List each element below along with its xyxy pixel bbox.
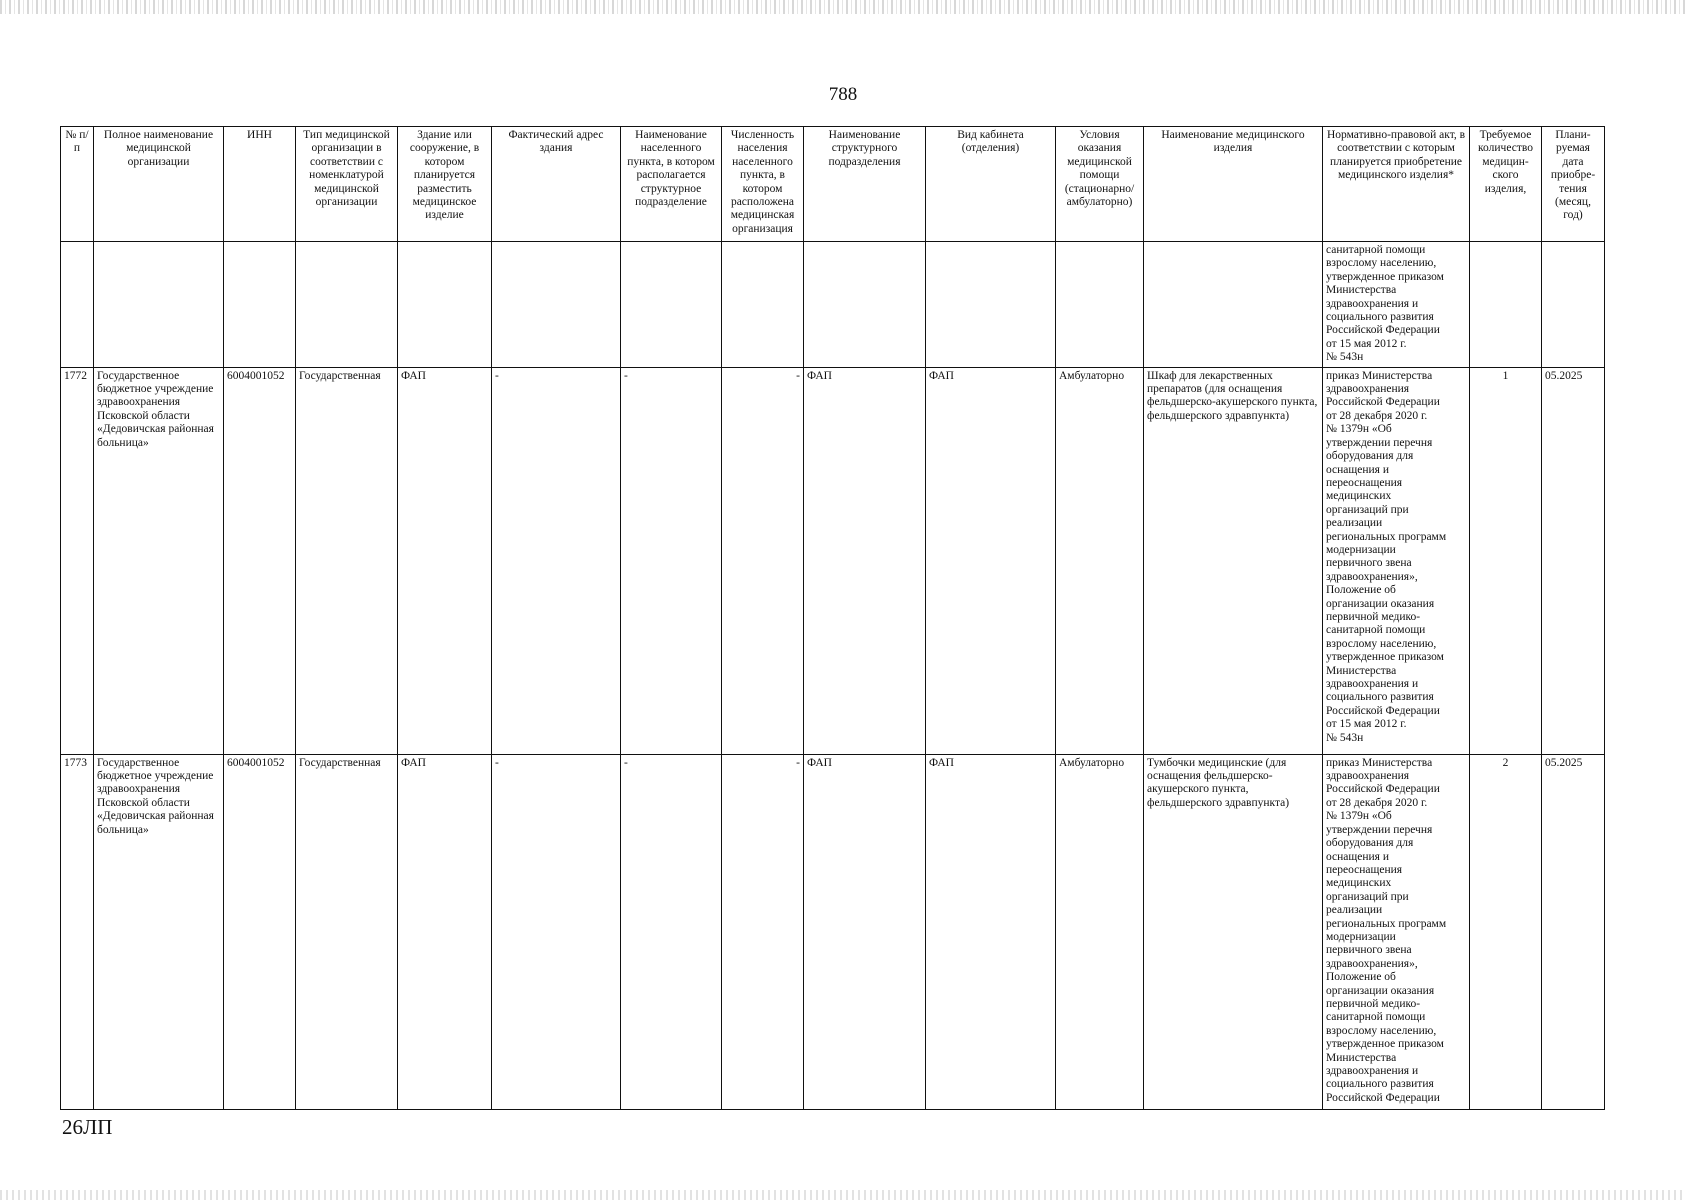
conditions-cell: Амбулаторно [1056, 754, 1144, 1109]
building-cell: ФАП [398, 754, 492, 1109]
quantity-cell: 2 [1470, 754, 1542, 1109]
regulatory-act-cell: приказ Министерства здравоохранения Российской Федерации от 28 декабря 2020 г. № 1379н «Об утверждении перечня оборудования для оснащения и переоснащения медицинских организаций при реализации региональных программ модернизации первичного звена здравоохранения», Положение об организации оказания первичной медико- санитарной помощи взрослому населению, утвержденное приказом Министерства здравоохранения и социального развития Российской Федерации [1323, 754, 1470, 1109]
footer-code: 26ЛП [62, 1115, 113, 1139]
cabinet-cell: ФАП [926, 367, 1056, 754]
header-cell: Требуемое количество медицин-ского изделия, [1470, 127, 1542, 242]
header-cell: Нормативно-правовой акт, в соответствии с которым планируется приобретение медицинского изделия* [1323, 127, 1470, 242]
header-cell: ИНН [224, 127, 296, 242]
continuation-row [61, 242, 1605, 368]
header-cell: Плани-руемая дата приобре-тения (месяц, год) [1542, 127, 1605, 242]
inn-cell: 6004001052 [224, 367, 296, 754]
settlement-cell: - [621, 367, 722, 754]
header-cell: Наименование медицинского изделия [1144, 127, 1323, 242]
header-cell: № п/п [61, 127, 94, 242]
table-row [61, 367, 1605, 754]
header-cell: Наименование населенного пункта, в котором располагается структурное подразделение [621, 127, 722, 242]
device-cell: Шкаф для лекарственных препаратов (для оснащения фельдшерско-акушерского пункта, фельдшерского здравпункта) [1144, 367, 1323, 754]
organization-cell: Государственное бюджетное учреждение здравоохранения Псковской области «Дедовичская районная больница» [94, 754, 224, 1109]
regulatory-act-cell: приказ Министерства здравоохранения Российской Федерации от 28 декабря 2020 г. № 1379н «Об утверждении перечня оборудования для оснащения и переоснащения медицинских организаций при реализации региональных программ модернизации первичного звена здравоохранения», Положение об организации оказания первичной медико- санитарной помощи взрослому населению, утвержденное приказом Министерства здравоохранения и социального развития Российской Федерации от 15 мая 2012 г. № 543н [1323, 367, 1470, 754]
address-cell: - [492, 754, 621, 1109]
address-cell: - [492, 367, 621, 754]
header-cell: Условия оказания медицинской помощи (стационарно/ амбулаторно) [1056, 127, 1144, 242]
header-cell: Полное наименование медицинской организации [94, 127, 224, 242]
organization-cell: Государственное бюджетное учреждение здравоохранения Псковской области «Дедовичская районная больница» [94, 367, 224, 754]
cabinet-cell: ФАП [926, 754, 1056, 1109]
org-type-cell: Государственная [296, 754, 398, 1109]
header-cell: Численность населения населенного пункта, в котором расположена медицинская организация [722, 127, 804, 242]
scan-edge-bottom [0, 1190, 1686, 1200]
subdivision-cell: ФАП [804, 367, 926, 754]
header-cell: Наименование структурного подразделения [804, 127, 926, 242]
subdivision-cell: ФАП [804, 754, 926, 1109]
equipment-register-table [60, 126, 1605, 1110]
table-row [61, 754, 1605, 1109]
population-cell: - [722, 367, 804, 754]
org-type-cell: Государственная [296, 367, 398, 754]
row-number-cell: 1773 [61, 754, 94, 1109]
device-cell: Тумбочки медицинские (для оснащения фельдшерско-акушерского пункта, фельдшерского здравпункта) [1144, 754, 1323, 1109]
header-cell: Здание или сооружение, в котором планируется разместить медицинское изделие [398, 127, 492, 242]
regulatory-act-cell: санитарной помощи взрослому населению, утвержденное приказом Министерства здравоохранения и социального развития Российской Федерации от 15 мая 2012 г. № 543н [1323, 242, 1470, 368]
building-cell: ФАП [398, 367, 492, 754]
date-cell: 05.2025 [1542, 754, 1605, 1109]
inn-cell: 6004001052 [224, 754, 296, 1109]
header-cell: Вид кабинета (отделения) [926, 127, 1056, 242]
row-number-cell: 1772 [61, 367, 94, 754]
conditions-cell: Амбулаторно [1056, 367, 1144, 754]
table-header-row [61, 127, 1605, 242]
quantity-cell: 1 [1470, 367, 1542, 754]
page-number: 788 [828, 84, 858, 105]
scan-edge-top [0, 0, 1686, 14]
population-cell: - [722, 754, 804, 1109]
date-cell: 05.2025 [1542, 367, 1605, 754]
settlement-cell: - [621, 754, 722, 1109]
header-cell: Тип медицинской организации в соответствии с номенклатурой медицинской организации [296, 127, 398, 242]
header-cell: Фактический адрес здания [492, 127, 621, 242]
